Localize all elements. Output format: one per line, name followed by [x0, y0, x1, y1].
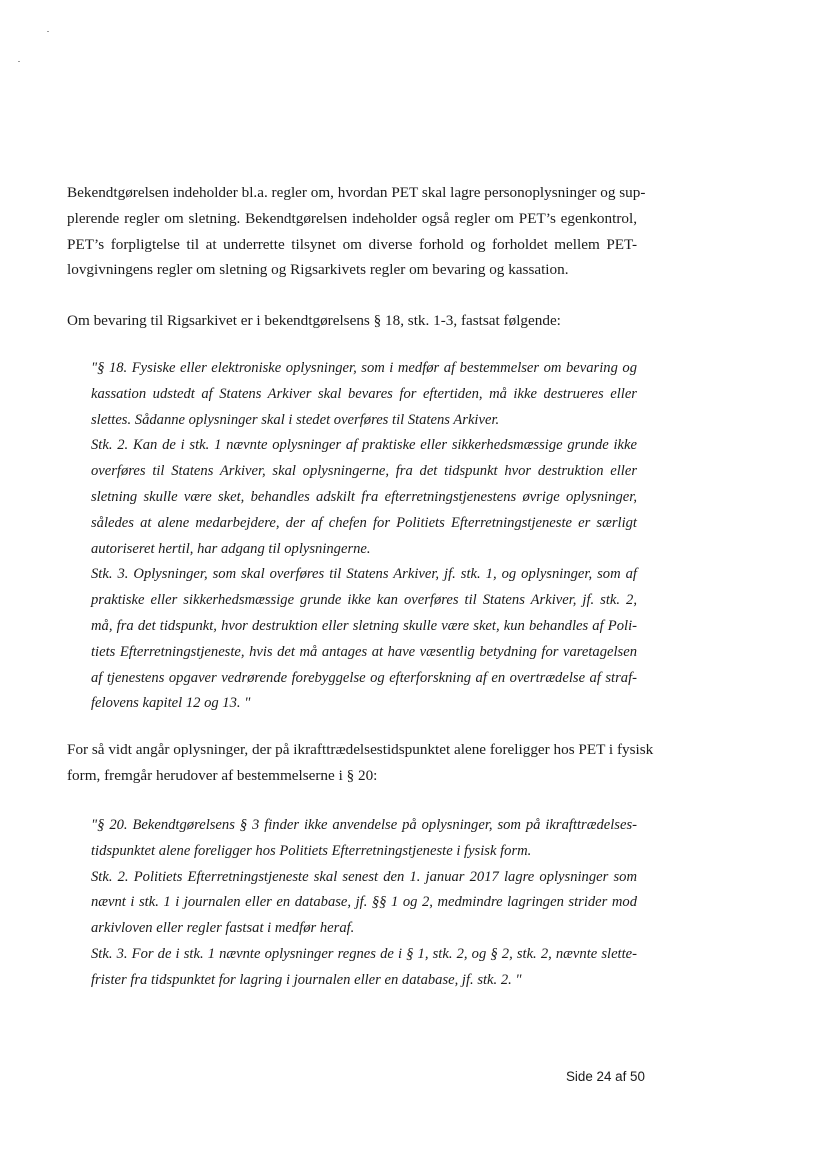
quote-line: Stk. 2. Kan de i stk. 1 nævnte oplysninger af praktiske eller sikkerhedsmæssige grunde ikke — [91, 437, 637, 454]
text-line: plerende regler om sletning. Bekendtgørelsen indeholder også regler om PET’s egenkontrol, — [67, 209, 637, 227]
paragraph-intro — [67, 180, 646, 283]
page-number: Side 24 af 50 — [566, 1069, 645, 1084]
text-line: PET’s forpligtelse til at underrette tilsynet om diverse forhold og forholdet mellem PET- — [67, 235, 637, 253]
quote-paragraph-18 — [91, 356, 637, 717]
quote-line: tiets Efterretningstjeneste, hvis det må antages at have væsentlig betydning for varetagelsen — [91, 643, 637, 660]
paragraph-bevaring — [67, 308, 637, 334]
quote-line: praktiske eller sikkerhedsmæssige grunde ikke kan overføres til Statens Arkiver, jf. stk. 2, — [91, 592, 637, 609]
quote-line: tidspunktet alene foreligger hos Politiets Efterretningstjeneste i fysisk form. — [91, 842, 532, 859]
quote-line: Stk. 3. Oplysninger, som skal overføres til Statens Arkiver, jf. stk. 1, og oplysninger, som af — [91, 566, 637, 583]
text-line: form, fremgår herudover af bestemmelserne i § 20: — [67, 766, 378, 784]
quote-line: frister fra tidspunktet for lagring i journalen eller en database, jf. stk. 2. " — [91, 971, 522, 988]
quote-line: af tjenestens opgaver vedrørende forebyggelse og efterforskning af en overtrædelse af straf- — [91, 669, 637, 686]
quote-line: sletning skulle være sket, behandles adskilt fra efterretningstjenestens øvrige oplysninger, — [91, 488, 637, 505]
text-line: Om bevaring til Rigsarkivet er i bekendtgørelsens § 18, stk. 1-3, fastsat følgende: — [67, 312, 561, 329]
quote-line: Stk. 3. For de i stk. 1 nævnte oplysninger regnes de i § 1, stk. 2, og § 2, stk. 2, nævnte slette- — [91, 945, 637, 962]
quote-line: "§ 18. Fysiske eller elektroniske oplysninger, som i medfør af bestemmelser om bevaring og — [91, 360, 637, 376]
quote-line: arkivloven eller regler fastsat i medfør heraf. — [91, 920, 355, 937]
text-line: lovgivningens regler om sletning og Rigsarkivets regler om bevaring og kassation. — [67, 261, 569, 279]
quote-line: overføres til Statens Arkiver, skal oplysningerne, fra det tidspunkt hvor destruktion eller — [91, 463, 637, 480]
quote-line: Stk. 2. Politiets Efterretningstjeneste skal senest den 1. januar 2017 lagre oplysninger som — [91, 868, 637, 885]
quote-line: "§ 20. Bekendtgørelsens § 3 finder ikke anvendelse på oplysninger, som på ikrafttrædelses- — [91, 817, 637, 833]
quote-paragraph-20 — [91, 813, 637, 994]
quote-line: kassation udstedt af Statens Arkiver skal bevares for eftertiden, må ikke destrueres eller — [91, 385, 637, 402]
paragraph-fysisk-form — [67, 737, 654, 789]
quote-line: slettes. Sådanne oplysninger skal i stedet overføres til Statens Arkiver. — [91, 411, 500, 428]
text-line: For så vidt angår oplysninger, der på ikrafttrædelsestidspunktet alene foreligger hos PET i fysisk — [67, 741, 654, 758]
quote-line: således at alene medarbejdere, der af chefen for Politiets Efterretningstjeneste er særligt — [91, 514, 637, 531]
text-line: Bekendtgørelsen indeholder bl.a. regler om, hvordan PET skal lagre personoplysninger og sup- — [67, 184, 646, 201]
quote-line: autoriseret hertil, har adgang til oplysningerne. — [91, 540, 371, 557]
quote-line: felovens kapitel 12 og 13. " — [91, 695, 251, 712]
scan-speck — [18, 61, 20, 62]
quote-line: nævnt i stk. 1 i journalen eller en database, jf. §§ 1 og 2, medmindre lagringen strider mod — [91, 894, 637, 911]
quote-line: må, fra det tidspunkt, hvor destruktion eller sletning skulle være sket, kun behandles af Poli- — [91, 617, 637, 634]
scan-speck — [47, 31, 49, 32]
